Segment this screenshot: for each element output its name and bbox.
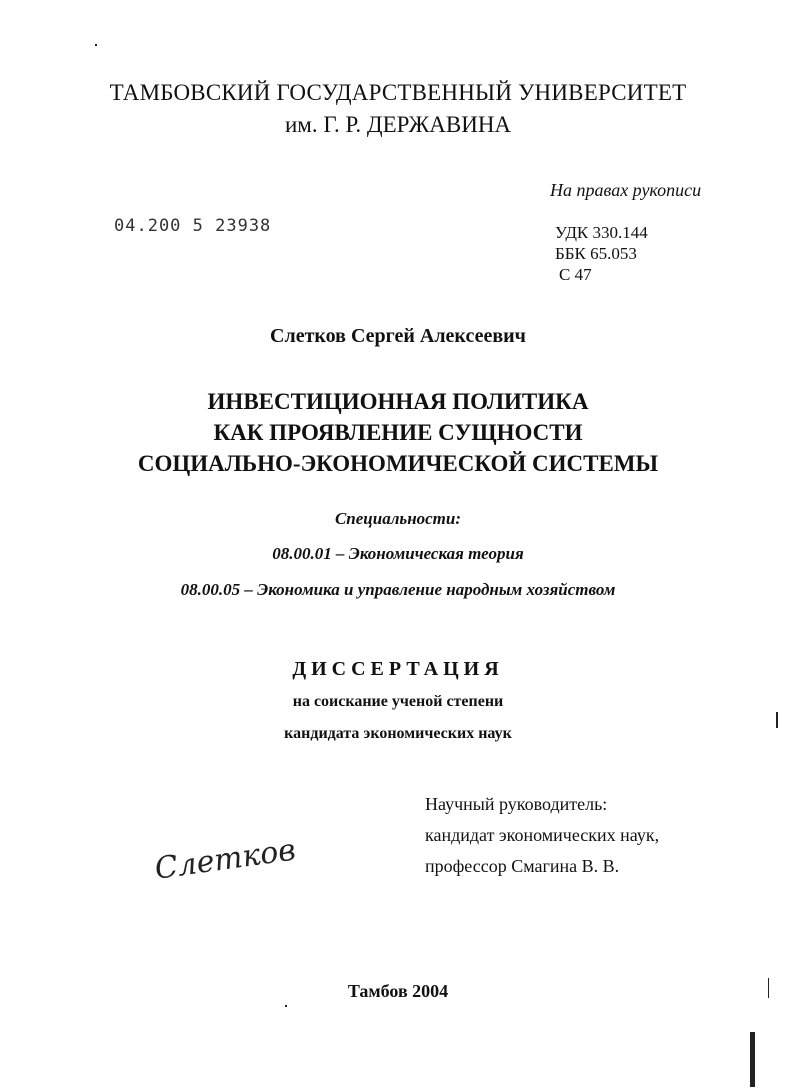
rights-note: На правах рукописи <box>550 180 702 200</box>
degree-line-2: кандидата экономических наук <box>284 725 512 742</box>
scan-speck <box>768 978 769 998</box>
specialties-heading: Специальности: <box>334 509 462 528</box>
scan-speck <box>750 1032 755 1087</box>
handwritten-signature: Слетков <box>152 832 298 887</box>
supervisor-line-3: профессор Смагина В. В. <box>425 856 620 876</box>
supervisor-line-1: Научный руководитель: <box>425 794 608 814</box>
author-name: Слетков Сергей Алексеевич <box>270 325 526 347</box>
classification-block <box>555 222 648 285</box>
dissertation-label: ДИССЕРТАЦИЯ <box>292 658 504 680</box>
supervisor-block <box>425 789 659 882</box>
specialty-2: 08.00.05 – Экономика и управление народным хозяйством <box>180 580 616 599</box>
udk-code: УДК 330.144 <box>555 223 648 242</box>
title-line-1: ИНВЕСТИЦИОННАЯ ПОЛИТИКА <box>207 389 589 414</box>
university-title: ТАМБОВСКИЙ ГОСУДАРСТВЕННЫЙ УНИВЕРСИТЕТ <box>109 80 687 105</box>
stamp-number: 04.200 5 23938 <box>114 216 272 236</box>
author-code: С 47 <box>559 265 592 284</box>
university-name: им. Г. Р. ДЕРЖАВИНА <box>284 112 512 137</box>
scan-speck <box>95 44 97 46</box>
specialty-1: 08.00.01 – Экономическая теория <box>272 544 524 563</box>
scan-speck <box>776 712 778 728</box>
city-year: Тамбов 2004 <box>347 981 449 1001</box>
dissertation-title <box>0 386 796 479</box>
bbk-code: ББК 65.053 <box>555 244 637 263</box>
supervisor-line-2: кандидат экономических наук, <box>425 825 660 845</box>
title-line-3: СОЦИАЛЬНО-ЭКОНОМИЧЕСКОЙ СИСТЕМЫ <box>137 451 659 476</box>
degree-line-1: на соискание ученой степени <box>292 693 504 710</box>
scan-speck <box>285 1005 287 1007</box>
title-line-2: КАК ПРОЯВЛЕНИЕ СУЩНОСТИ <box>213 420 583 445</box>
